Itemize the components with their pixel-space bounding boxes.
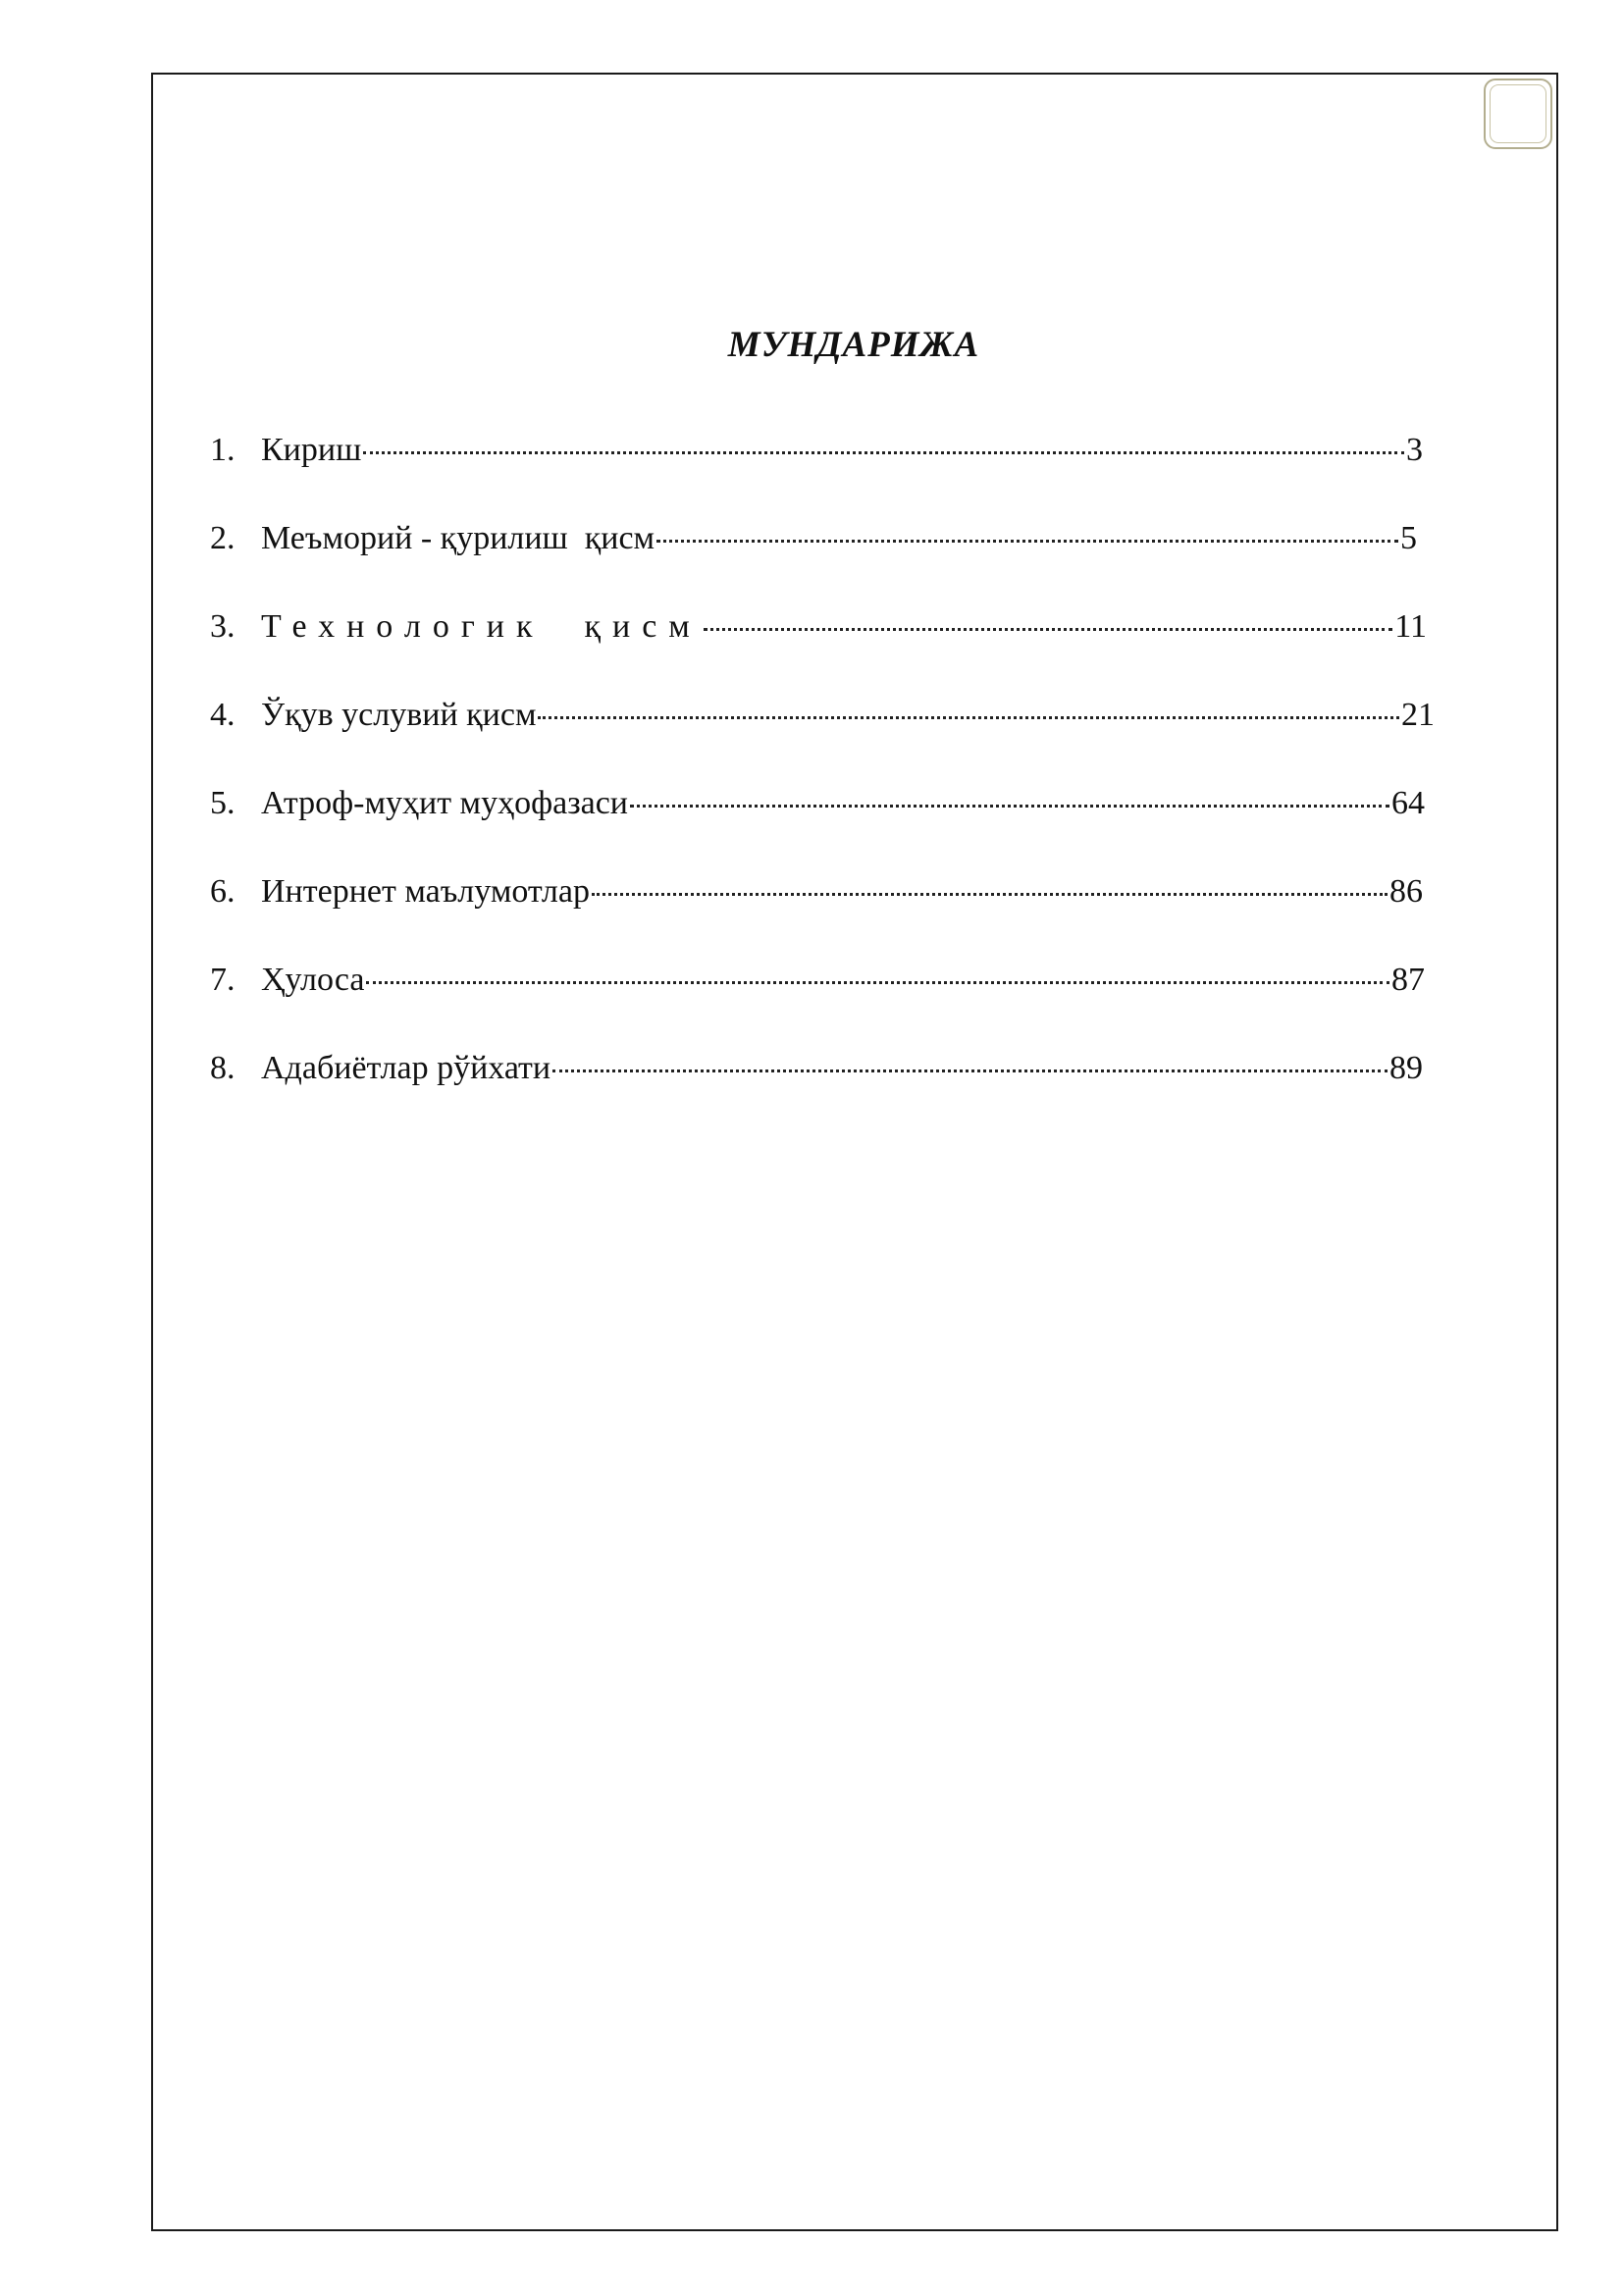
toc-title: МУНДАРИЖА: [727, 325, 980, 365]
toc-entry-label: Ўқув услувий қисм: [261, 697, 537, 733]
toc-entry-page: 3: [1406, 432, 1423, 468]
toc-entry-teaching-methods[interactable]: [210, 697, 1435, 785]
toc-entry-label: Технологик қисм: [261, 608, 702, 645]
toc-leader-dots: [656, 540, 1398, 543]
toc-leader-dots: [704, 628, 1392, 631]
toc-entry-number: 5.: [210, 785, 236, 821]
toc-leader-dots: [363, 451, 1404, 454]
toc-entry-page: 89: [1389, 1050, 1423, 1086]
toc-entry-environment[interactable]: [210, 785, 1425, 873]
toc-entry-label: Интернет маълумотлар: [261, 873, 590, 910]
toc-entry-page: 21: [1401, 697, 1435, 733]
toc-entry-page: 11: [1394, 608, 1427, 645]
toc-leader-dots: [630, 805, 1389, 808]
toc-entry-label: Кириш: [261, 432, 362, 468]
toc-leader-dots: [366, 981, 1389, 984]
page-frame: [151, 73, 1558, 2231]
toc-entry-internet-sources[interactable]: [210, 873, 1423, 962]
toc-leader-dots: [592, 893, 1388, 896]
toc-entry-number: 3.: [210, 608, 236, 645]
toc-entry-number: 8.: [210, 1050, 236, 1086]
toc-entry-number: 7.: [210, 962, 236, 998]
toc-entry-label: Меъморий - қурилиш қисм: [261, 520, 655, 556]
table-of-contents: [210, 432, 1435, 1138]
toc-entry-page: 5: [1400, 520, 1417, 556]
toc-entry-conclusion[interactable]: [210, 962, 1425, 1050]
toc-entry-number: 1.: [210, 432, 236, 468]
toc-entry-number: 2.: [210, 520, 236, 556]
toc-leader-dots: [552, 1070, 1388, 1072]
toc-entry-page: 87: [1391, 962, 1425, 998]
corner-stamp-icon: [1484, 78, 1552, 149]
toc-entry-number: 6.: [210, 873, 236, 910]
toc-entry-number: 4.: [210, 697, 236, 733]
toc-entry-architecture[interactable]: [210, 520, 1417, 608]
toc-entry-technology[interactable]: [210, 608, 1427, 697]
toc-entry-bibliography[interactable]: [210, 1050, 1423, 1138]
toc-entry-page: 64: [1391, 785, 1425, 821]
toc-entry-page: 86: [1389, 873, 1423, 910]
toc-leader-dots: [538, 716, 1399, 719]
toc-entry-introduction[interactable]: [210, 432, 1423, 520]
toc-entry-label: Атроф-муҳит муҳофазаси: [261, 785, 628, 821]
toc-entry-label: Адабиётлар рўйхати: [261, 1050, 551, 1086]
toc-entry-label: Ҳулоса: [261, 962, 365, 998]
